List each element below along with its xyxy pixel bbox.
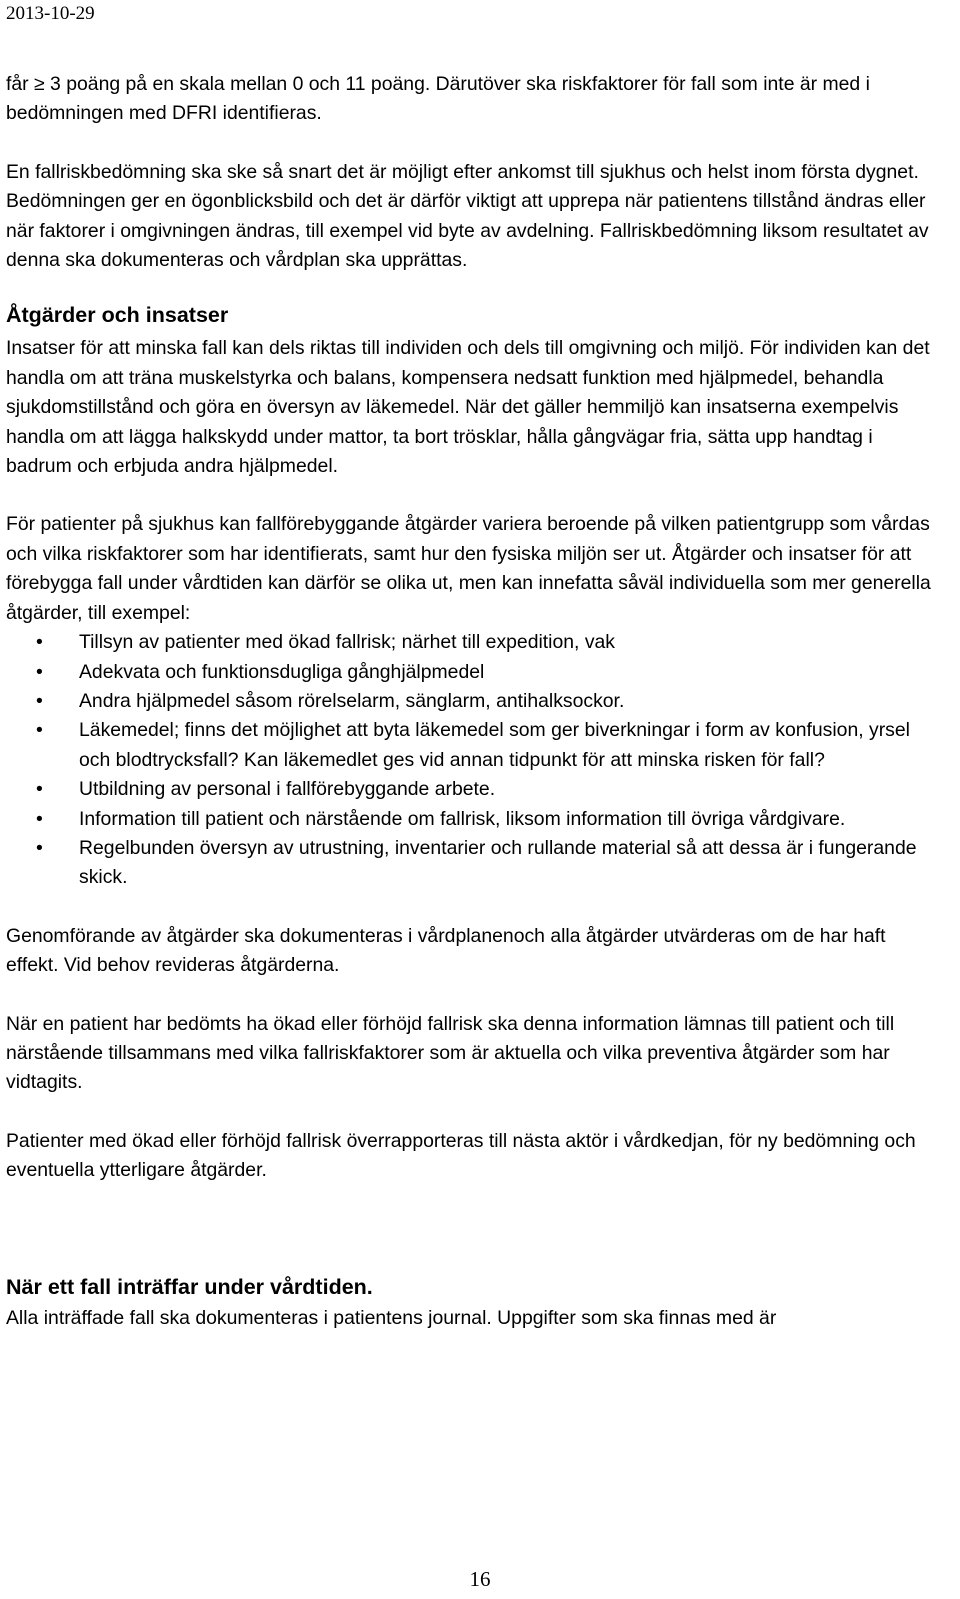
paragraph-hospital: För patienter på sjukhus kan fallförebyggande åtgärder variera beroende på vilken patientgrupp som vårdas och vilka riskfaktorer som har identifierats, samt hur den fysiska miljön ser ut. Åtgärder och insatser för att förebygga fall under vårdtiden kan därför se olika ut, men kan innefatta såväl individuella som mer generella åtgärder, till exempel: bbox=[6, 513, 931, 624]
paragraph-assessment: En fallriskbedömning ska ske så snart det är möjligt efter ankomst till sjukhus och helst inom första dygnet. Bedömningen ger en ögonblicksbild och det är därför viktigt att upprepa när patientens tillstånd ändras eller när faktorer i omgivningen ändras, till exempel vid byte av avdelning. Fallriskbedömning liksom resultatet av denna ska dokumenteras och vårdplan ska upprättas. bbox=[6, 160, 929, 272]
list-item-text: Utbildning av personal i fallförebyggande arbete. bbox=[79, 778, 496, 801]
document-body bbox=[6, 70, 941, 1333]
paragraph-implementation: Genomförande av åtgärder ska dokumenteras i vårdplanenoch alla åtgärder utvärderas om de har haft effekt. Vid behov revideras åtgärderna. bbox=[6, 924, 886, 977]
paragraph-actions: Insatser för att minska fall kan dels riktas till individen och dels till omgivning och miljö. För individen kan det handla om att träna muskelstyrka och balans, kompensera nedsatt funktion med hjälpmedel, behandla sjukdomstillstånd och göra en översyn av läkemedel. När det gäller hemmiljö kan insatserna exempelvis handla om att lägga halkskydd under mattor, ta bort trösklar, hålla gångvägar fria, sätta upp handtag i badrum och erbjuda andra hjälpmedel. bbox=[6, 337, 930, 478]
document-date: 2013-10-29 bbox=[6, 3, 95, 24]
list-item bbox=[6, 687, 941, 716]
paragraph-information: När en patient har bedömts ha ökad eller förhöjd fallrisk ska denna information lämnas till patient och till närstående tillsammans med vilka fallriskfaktorer som är aktuella och vilka preventiva åtgärder som har vidtagits. bbox=[6, 1012, 895, 1094]
bullet-icon: • bbox=[36, 778, 43, 801]
list-item-text: Andra hjälpmedel såsom rörelselarm, sänglarm, antihalksockor. bbox=[79, 689, 625, 712]
bullet-icon: • bbox=[36, 719, 43, 742]
list-item-text: Tillsyn av patienter med ökad fallrisk; närhet till expedition, vak bbox=[79, 631, 616, 654]
paragraph-intro: får ≥ 3 poäng på en skala mellan 0 och 11 poäng. Därutöver ska riskfaktorer för fall som inte är med i bedömningen med DFRI identifieras. bbox=[6, 73, 870, 125]
bullet-icon: • bbox=[36, 631, 43, 654]
paragraph-fall: Alla inträffade fall ska dokumenteras i patientens journal. Uppgifter som ska finnas med är bbox=[6, 1306, 777, 1329]
heading-actions: Åtgärder och insatser bbox=[6, 303, 229, 328]
bullet-icon: • bbox=[36, 689, 43, 712]
list-item-text: Information till patient och närstående om fallrisk, liksom information till övriga vårdgivare. bbox=[79, 807, 846, 830]
bullet-list bbox=[6, 628, 941, 893]
list-item bbox=[6, 716, 941, 775]
heading-fall: När ett fall inträffar under vårdtiden. bbox=[6, 1274, 373, 1299]
list-item bbox=[6, 658, 941, 687]
list-item bbox=[6, 628, 941, 657]
bullet-icon: • bbox=[36, 807, 43, 830]
bullet-icon: • bbox=[36, 836, 43, 859]
list-item-text: Läkemedel; finns det möjlighet att byta läkemedel som ger biverkningar i form av konfusion, yrsel och blodtrycksfall? Kan läkemedlet ges vid annan tidpunkt för att minska risken för fall? bbox=[79, 719, 910, 771]
page-number: 16 bbox=[469, 1567, 491, 1591]
list-item-text: Regelbunden översyn av utrustning, inventarier och rullande material så att dessa är i fungerande skick. bbox=[79, 836, 917, 889]
bullet-icon: • bbox=[36, 660, 43, 683]
list-item bbox=[6, 834, 941, 893]
paragraph-handover: Patienter med ökad eller förhöjd fallrisk överrapporteras till nästa aktör i vårdkedjan, för ny bedömning och eventuella ytterligare åtgärder. bbox=[6, 1129, 916, 1182]
list-item bbox=[6, 805, 941, 834]
list-item-text: Adekvata och funktionsdugliga gånghjälpmedel bbox=[79, 660, 485, 683]
list-item bbox=[6, 775, 941, 804]
